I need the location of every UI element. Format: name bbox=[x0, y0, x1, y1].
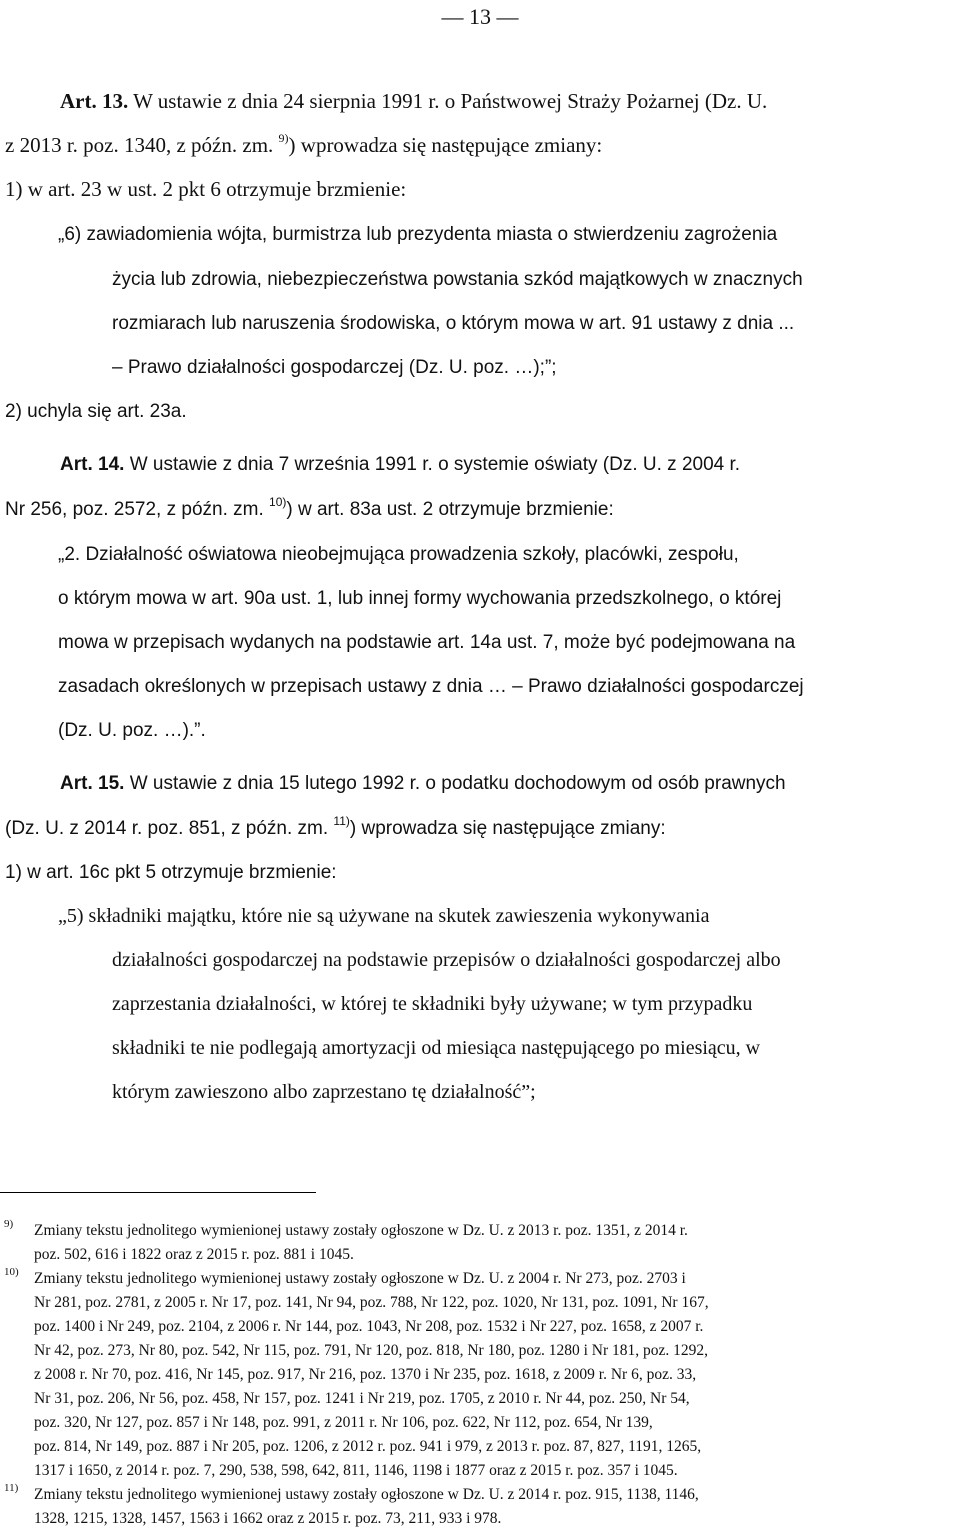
footnote-10-line: Nr 42, poz. 273, Nr 80, poz. 542, Nr 115, poz. 791, Nr 120, poz. 818, Nr 180, poz. 1280 i Nr 181, poz. 1292, bbox=[34, 1342, 709, 1359]
footnote-10-line: z 2008 r. Nr 70, poz. 416, Nr 145, poz. 917, Nr 216, poz. 1370 i Nr 235, poz. 1618, z 2009 r. Nr 6, poz. 33, bbox=[34, 1366, 697, 1383]
footnote-separator bbox=[0, 1192, 316, 1193]
art14-quoted-line: „2. Działalność oświatowa nieobejmująca prowadzenia szkoły, placówki, zespołu, bbox=[58, 544, 739, 565]
art13-item-2: 2) uchyla się art. 23a. bbox=[5, 401, 187, 422]
art14-quoted-line: (Dz. U. poz. …).”. bbox=[58, 720, 206, 741]
art13-intro-line2: z 2013 r. poz. 1340, z późn. zm. $^{9)}$) wprowadza się następujące zmiany: bbox=[5, 131, 603, 157]
art13-quoted-line: rozmiarach lub naruszenia środowiska, o którym mowa w art. 91 ustawy z dnia ... bbox=[112, 313, 795, 334]
art14-label: Art. 14. bbox=[60, 454, 125, 475]
footnote-11-line: Zmiany tekstu jednolitego wymienionej ustawy zostały ogłoszone w Dz. U. z 2014 r. poz. 915, 1138, 1146, bbox=[34, 1486, 699, 1503]
footnote-10-line: poz. 814, Nr 149, poz. 887 i Nr 205, poz. 1206, z 2012 r. poz. 941 i 979, z 2013 r. poz. 87, 827, 1191, 1265, bbox=[34, 1438, 702, 1455]
art14-quoted-line: mowa w przepisach wydanych na podstawie art. 14a ust. 7, może być podejmowana na bbox=[58, 632, 796, 653]
page-number: — 13 — bbox=[441, 4, 519, 29]
footnote-10-mark: 10) bbox=[4, 1266, 19, 1278]
art15-intro-line2: (Dz. U. z 2014 r. poz. 851, z późn. zm. $^{11)}$) wprowadza się następujące zmiany: bbox=[5, 813, 666, 839]
footnote-10-line: Nr 31, poz. 206, Nr 56, poz. 458, Nr 157, poz. 1241 i Nr 219, poz. 1705, z 2010 r. Nr 44, poz. 250, Nr 54, bbox=[34, 1390, 690, 1407]
footnote-10-line: Zmiany tekstu jednolitego wymienionej ustawy zostały ogłoszone w Dz. U. z 2004 r. Nr 273, poz. 2703 i bbox=[34, 1270, 686, 1287]
footnote-9-line: Zmiany tekstu jednolitego wymienionej ustawy zostały ogłoszone w Dz. U. z 2013 r. poz. 1351, z 2014 r. bbox=[34, 1222, 688, 1239]
art15-intro-text: W ustawie z dnia 15 lutego 1992 r. o podatku dochodowym od osób prawnych bbox=[129, 773, 786, 794]
footnote-10-line: Nr 281, poz. 2781, z 2005 r. Nr 17, poz. 141, Nr 94, poz. 788, Nr 122, poz. 1020, Nr 131, poz. 1091, Nr 167, bbox=[34, 1294, 709, 1311]
art15-item-1: 1) w art. 16c pkt 5 otrzymuje brzmienie: bbox=[5, 862, 337, 883]
footnote-11-mark: 11) bbox=[4, 1482, 19, 1494]
footnote-10-line: poz. 320, Nr 127, poz. 857 i Nr 148, poz. 991, z 2011 r. Nr 106, poz. 622, Nr 112, poz. 654, Nr 139, bbox=[34, 1414, 653, 1431]
footnote-9-line: poz. 502, 616 i 1822 oraz z 2015 r. poz. 881 i 1045. bbox=[34, 1246, 354, 1263]
art13-quoted-line: życia lub zdrowia, niebezpieczeństwa powstania szkód majątkowych w znacznych bbox=[112, 269, 803, 290]
art13-quoted-line: – Prawo działalności gospodarczej (Dz. U. poz. …);”; bbox=[112, 357, 557, 378]
art13-item-1: 1) w art. 23 w ust. 2 pkt 6 otrzymuje brzmienie: bbox=[5, 177, 407, 201]
footnote-10-line: 1317 i 1650, z 2014 r. poz. 7, 290, 538, 598, 642, 811, 1146, 1198 i 1877 oraz z 2015 r. poz. 357 i 1045. bbox=[34, 1462, 678, 1479]
footnote-11-line: 1328, 1215, 1328, 1457, 1563 i 1662 oraz z 2015 r. poz. 73, 211, 933 i 978. bbox=[34, 1510, 502, 1527]
footnote-ref-11: 11) bbox=[333, 813, 350, 828]
footnote-ref-9: 9) bbox=[278, 131, 289, 145]
art13-intro-text: W ustawie z dnia 24 sierpnia 1991 r. o Państwowej Straży Pożarnej (Dz. U. bbox=[133, 89, 768, 113]
art14-intro-text: W ustawie z dnia 7 września 1991 r. o systemie oświaty (Dz. U. z 2004 r. bbox=[129, 454, 741, 475]
art13-heading-line bbox=[60, 88, 767, 114]
footnote-ref-10: 10) bbox=[269, 494, 287, 509]
art15-label: Art. 15. bbox=[60, 773, 125, 794]
art14-intro-line2: Nr 256, poz. 2572, z późn. zm. $^{10)}$) w art. 83a ust. 2 otrzymuje brzmienie: bbox=[5, 494, 614, 520]
art15-quoted-line: zaprzestania działalności, w której te składniki były używane; w tym przypadku bbox=[112, 993, 753, 1015]
art15-heading-line bbox=[60, 771, 786, 797]
art13-label: Art. 13. bbox=[60, 89, 129, 113]
art14-quoted-line: zasadach określonych w przepisach ustawy z dnia … – Prawo działalności gospodarczej bbox=[58, 676, 804, 697]
art15-quoted-line: którym zawieszono albo zaprzestano tę działalność”; bbox=[112, 1081, 536, 1103]
art13-quoted-line: „6) zawiadomienia wójta, burmistrza lub prezydenta miasta o stwierdzeniu zagrożenia bbox=[58, 224, 778, 245]
art15-quoted-line: składniki te nie podlegają amortyzacji od miesiąca następującego po miesiącu, w bbox=[112, 1037, 761, 1059]
footnote-9-mark: 9) bbox=[4, 1218, 14, 1230]
art14-heading-line bbox=[60, 452, 740, 478]
art15-quoted-line: działalności gospodarczej na podstawie przepisów o działalności gospodarczej albo bbox=[112, 949, 781, 971]
footnote-10-line: poz. 1400 i Nr 249, poz. 2104, z 2006 r. Nr 144, poz. 1043, Nr 208, poz. 1532 i Nr 227, poz. 1658, z 2007 r. bbox=[34, 1318, 704, 1335]
art15-quoted-line: „5) składniki majątku, które nie są używane na skutek zawieszenia wykonywania bbox=[58, 905, 710, 927]
art14-quoted-line: o którym mowa w art. 90a ust. 1, lub innej formy wychowania przedszkolnego, o której bbox=[58, 588, 782, 609]
